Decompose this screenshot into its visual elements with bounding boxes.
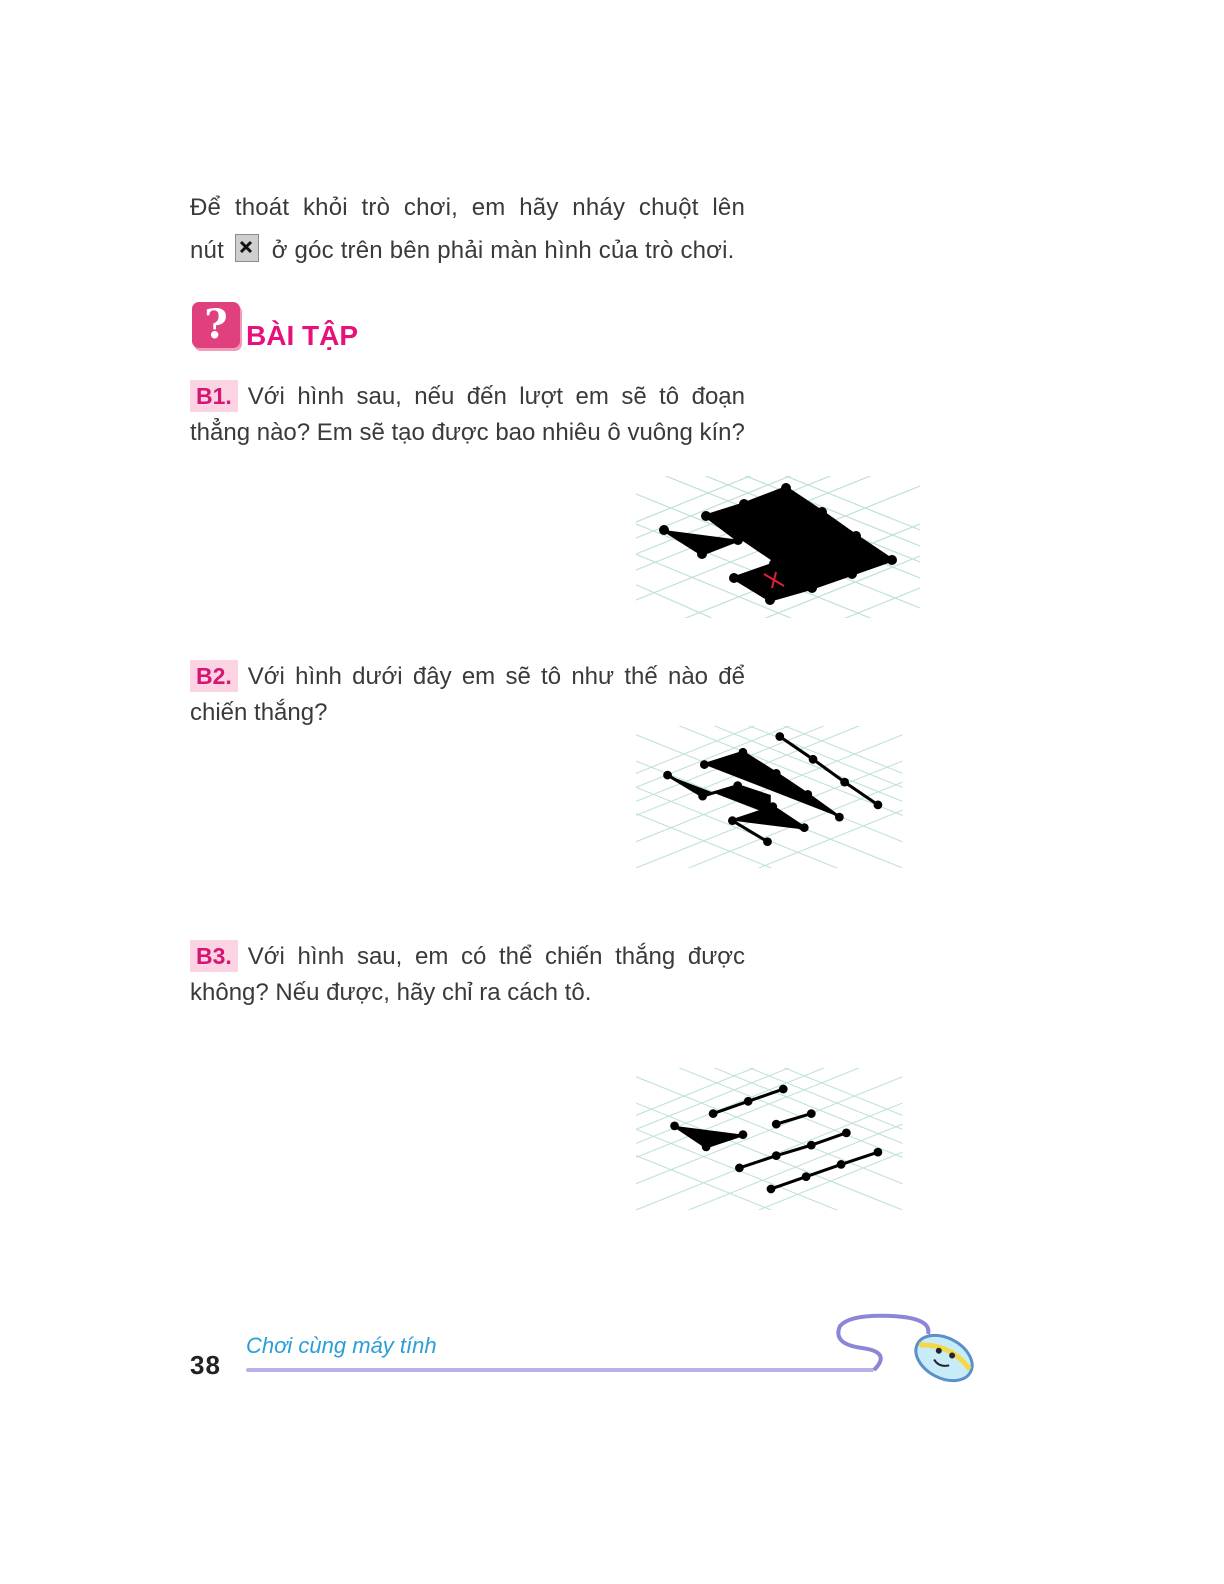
intro-line-2-end: ở góc trên bên phải màn hình của trò chơi. bbox=[271, 237, 735, 264]
exercise-text-line-2: không? Nếu được, hãy chỉ ra cách tô. bbox=[190, 979, 592, 1006]
intro-line-2 bbox=[190, 237, 735, 264]
close-icon bbox=[235, 234, 259, 262]
page-number: 38 bbox=[190, 1350, 221, 1380]
drawn-segments bbox=[668, 737, 878, 842]
footer-divider bbox=[246, 1368, 874, 1372]
computer-mouse-icon bbox=[832, 1312, 976, 1392]
exercise-text-line-1: Với hình dưới đây em sẽ tô như thế nào để bbox=[247, 663, 745, 690]
exercise-b3 bbox=[190, 939, 745, 1011]
exercise-b2 bbox=[190, 659, 745, 731]
intro-line-1: Để thoát khỏi trò chơi, em hãy nháy chuột lên bbox=[190, 194, 745, 221]
exercise-b3-dot-grid-figure bbox=[636, 1068, 920, 1210]
exercise-text-line-2: chiến thắng? bbox=[190, 699, 328, 726]
exercise-b1-dot-grid-figure bbox=[636, 476, 920, 618]
chapter-title: Chơi cùng máy tính bbox=[246, 1333, 437, 1358]
intro-paragraph bbox=[190, 186, 745, 272]
exercise-text-line-1: Với hình sau, em có thể chiến thắng được bbox=[247, 943, 745, 970]
exercise-b1 bbox=[190, 379, 745, 451]
exercise-text-line-1: Với hình sau, nếu đến lượt em sẽ tô đoạn bbox=[247, 383, 745, 410]
intro-line-2-start: nút bbox=[190, 237, 224, 264]
exercise-label: B2. bbox=[190, 660, 238, 692]
question-icon: ? bbox=[192, 302, 240, 348]
section-title: BÀI TẬP bbox=[246, 320, 358, 351]
exercise-b2-dot-grid-figure bbox=[636, 726, 920, 868]
exercise-text-line-2: thẳng nào? Em sẽ tạo được bao nhiêu ô vuông kín? bbox=[190, 419, 745, 446]
exercise-label: B1. bbox=[190, 380, 238, 412]
exercise-label: B3. bbox=[190, 940, 238, 972]
